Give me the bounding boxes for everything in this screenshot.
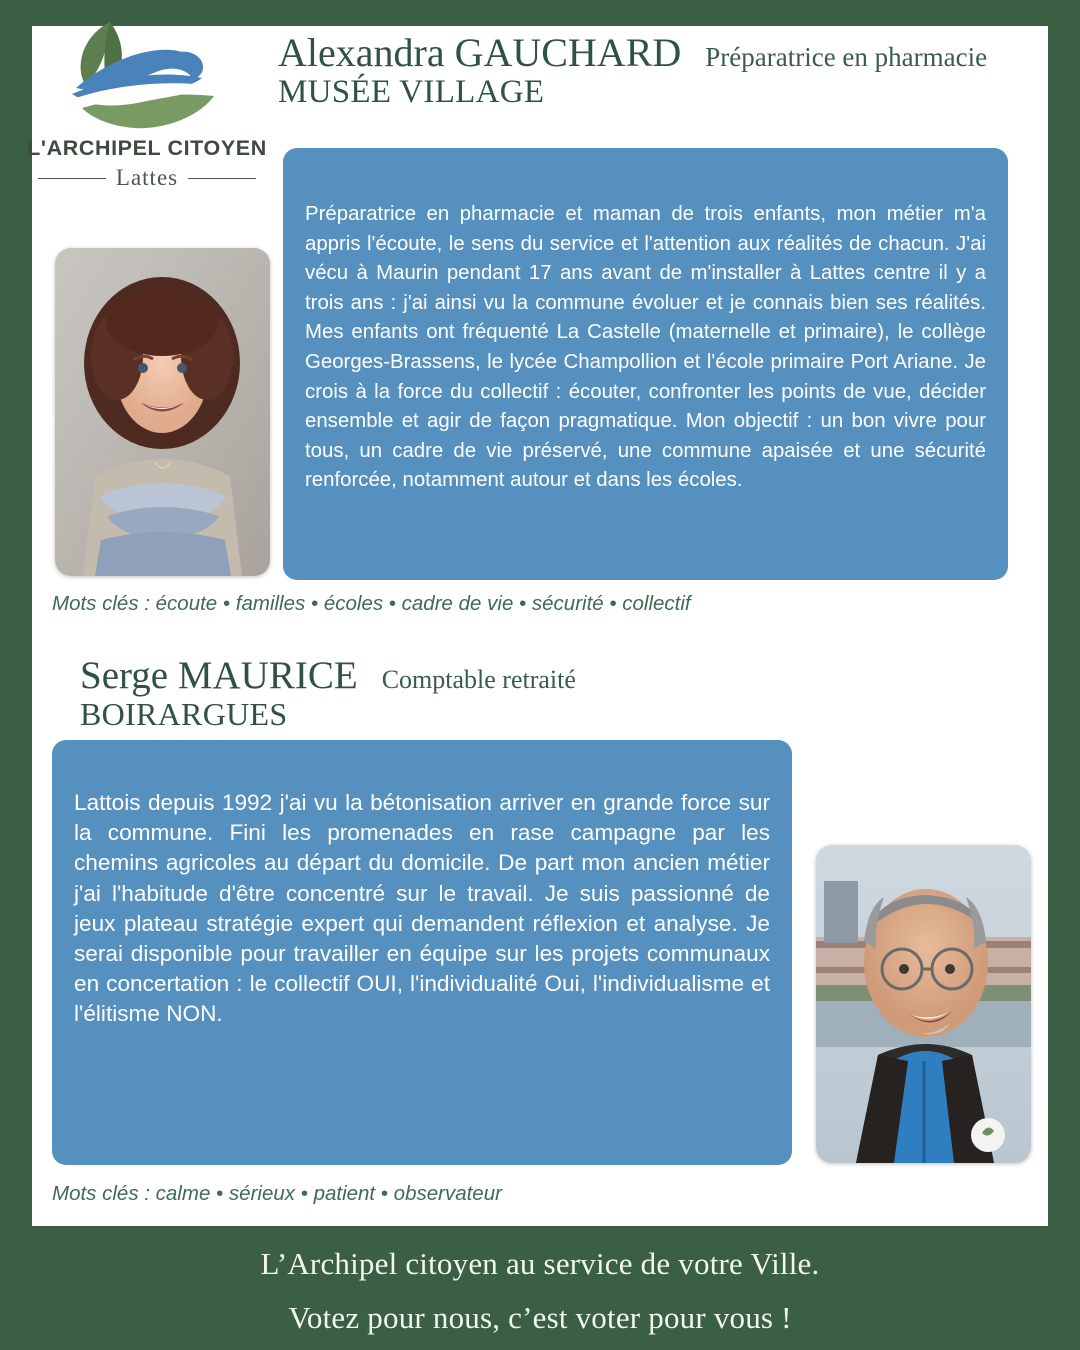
person-1-keywords: Mots clés : écoute • familles • écoles • cadre de vie • sécurité • collectif — [52, 592, 691, 615]
person-2-header — [80, 655, 800, 733]
person-2-role: Comptable retraité — [381, 665, 576, 694]
leaf-wave-logo-icon — [52, 12, 242, 140]
person-2-bio-box — [52, 740, 792, 1165]
person-1-role: Préparatrice en pharmacie — [705, 42, 988, 72]
divider-left — [38, 178, 106, 179]
person-2-name-row — [80, 655, 800, 696]
footer-line-2: Votez pour nous, c’est voter pour vous ! — [288, 1300, 792, 1335]
brand-city: Lattes — [115, 165, 179, 190]
person-2-photo — [816, 845, 1031, 1163]
person-2-locality: BOIRARGUES — [80, 696, 288, 733]
poster-footer — [0, 1232, 1080, 1350]
divider-right — [188, 178, 256, 179]
person-1-name: Alexandra GAUCHARD — [278, 30, 682, 75]
person-1-bio-text: Préparatrice en pharmacie et maman de trois enfants, mon métier m'a appris l'écoute, le sens du service et l'attention aux réalités de chacun. J'ai vécu à Maurin pendant 17 ans avant de m'installer à Lattes centre il y a trois ans : j'ai ainsi vu la commune évoluer et je connais bien ses réalités. Mes enfants ont fréquenté La Castelle (maternelle et primaire), le collège Georges-Brassens, le lycée Champollion et l'école primaire Port Ariane. Je crois à la force du collectif : écouter, confronter les points de vue, décider ensemble et agir de façon pragmatique. Mon objectif : un bon vivre pour tous, un cadre de vie préservé, une commune apaisée et une sécurité renforcée, notamment autour et dans les écoles. — [305, 203, 986, 492]
person-1-photo — [55, 248, 270, 576]
brand-name: L'ARCHIPEL CITOYEN — [27, 136, 267, 160]
footer-line-1: L’Archipel citoyen au service de votre Ville. — [260, 1246, 820, 1281]
person-1-bio-box — [283, 148, 1008, 580]
brand-logo-block — [22, 12, 272, 202]
person-2-bio-text: Lattois depuis 1992 j'ai vu la bétonisation arriver en grande force sur la commune. Fini les promenades en rase campagne par les chemins agricoles au départ du domicile. De part mon ancien métier j'ai l'habitude d'être concentré sur le travail. Je suis passionné de jeux plateau stratégie expert qui demandent réflexion et analyse. Je serai disponible pour travailler en équipe sur les projets communaux en concertation : le collectif OUI, l'individualité Oui, l'individualisme et l'élitisme NON. — [74, 790, 770, 1027]
brand-city-row — [38, 165, 256, 191]
person-1-header — [278, 32, 1008, 112]
person-1-locality: MUSÉE VILLAGE — [278, 74, 545, 111]
person-1-name-row — [278, 32, 1008, 74]
person-2-name: Serge MAURICE — [80, 654, 358, 697]
person-2-keywords: Mots clés : calme • sérieux • patient • observateur — [52, 1182, 502, 1205]
